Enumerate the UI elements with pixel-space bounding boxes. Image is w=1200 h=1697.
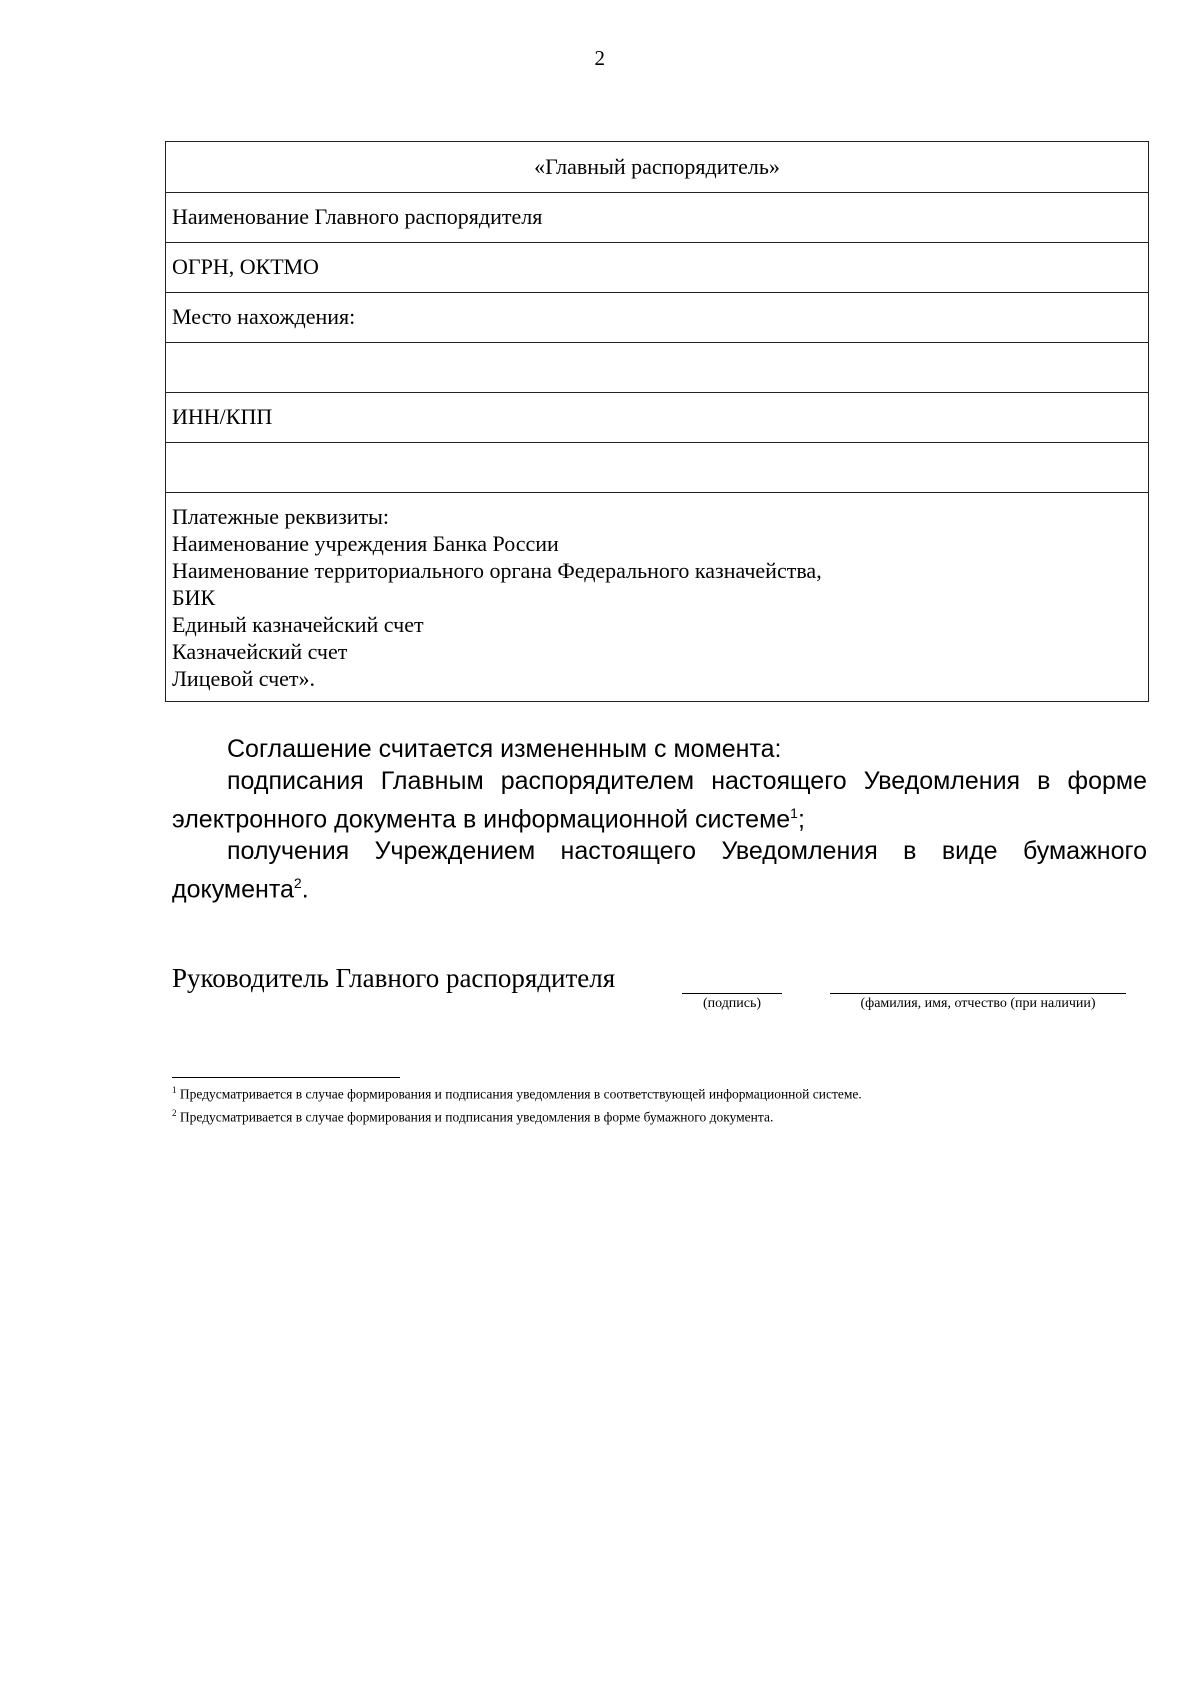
condition-text: получения Учреждением настоящего Уведомления в виде бумажного документа (172, 837, 1147, 904)
table-row-inn-value (166, 443, 1149, 493)
agreement-condition-electronic (172, 765, 1147, 835)
footnote-ref: 1 (790, 805, 798, 821)
punctuation: . (301, 875, 309, 904)
footnotes (172, 1081, 1152, 1126)
condition-text: подписания Главным распорядителем настоящего Уведомления в форме электронного документа в информационной системе (172, 767, 1147, 834)
requisites-table (165, 141, 1149, 702)
table-row-inn: ИНН/КПП (166, 393, 1149, 443)
table-row-location: Место нахождения: (166, 293, 1149, 343)
footnote (172, 1081, 1152, 1104)
signature-caption: (подпись) (702, 996, 762, 1011)
table-row-name: Наименование Главного распорядителя (166, 193, 1149, 243)
table-row-ogrn: ОГРН, ОКТМО (166, 243, 1149, 293)
page-number: 2 (594, 46, 606, 70)
agreement-condition-paper (172, 835, 1147, 905)
payment-line: Казначейский счет (172, 639, 348, 664)
footnote-ref: 2 (293, 875, 302, 892)
signature-line (682, 967, 782, 994)
footnote-text: Предусматривается в случае формирования и подписания уведомления в соответствующей информационной системе. (179, 1086, 862, 1102)
payment-line: Платежные реквизиты: (172, 504, 390, 529)
payment-line: БИК (172, 585, 216, 610)
full-name-caption: (фамилия, имя, отчество (при наличии) (860, 996, 1096, 1011)
signature-label: Руководитель Главного распорядителя (172, 963, 616, 993)
payment-line: Наименование учреждения Банка России (172, 531, 559, 556)
footnote-divider (172, 1077, 400, 1078)
payment-line: Единый казначейский счет (172, 612, 424, 637)
table-row-location-value (166, 343, 1149, 393)
footnote-mark: 2 (172, 1107, 177, 1118)
punctuation: ; (797, 805, 805, 834)
agreement-text (172, 733, 1147, 906)
footnote-mark: 1 (172, 1085, 177, 1095)
footnote (172, 1104, 1152, 1127)
payment-line: Наименование территориального органа Федерального казначейства, (172, 558, 822, 583)
payment-line: Лицевой счет». (172, 666, 316, 691)
table-title: «Главный распорядитель» (166, 142, 1149, 193)
full-name-line (830, 967, 1126, 994)
payment-details-cell (166, 493, 1149, 702)
agreement-intro: Соглашение считается измененным с момента: (227, 735, 782, 763)
footnote-text: Предусматривается в случае формирования и подписания уведомления в форме бумажного документа. (179, 1109, 774, 1124)
